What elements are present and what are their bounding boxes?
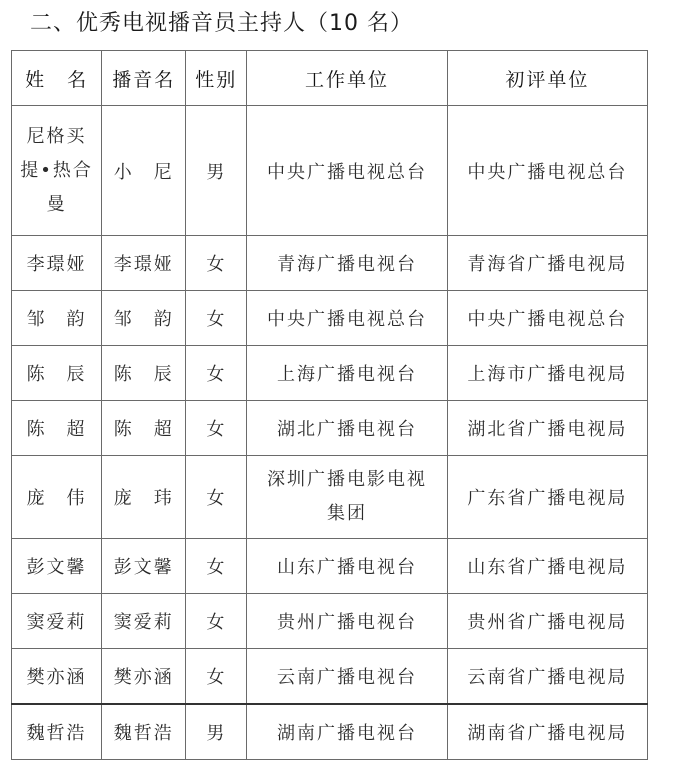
cell-name: 陈 辰: [12, 346, 102, 401]
cell-review-unit: 湖南省广播电视局: [447, 704, 647, 760]
cell-name: 李璟娅: [12, 236, 102, 291]
cell-gender: 女: [186, 346, 247, 401]
cell-stage-name: 樊亦涵: [102, 649, 186, 705]
table-row: [12, 539, 648, 594]
cell-work-unit: 中央广播电视总台: [247, 291, 447, 346]
table-row: [12, 401, 648, 456]
cell-stage-name: 彭文馨: [102, 539, 186, 594]
cell-gender: 女: [186, 236, 247, 291]
table-row: [12, 704, 648, 760]
cell-gender: 女: [186, 456, 247, 539]
cell-review-unit: 云南省广播电视局: [447, 649, 647, 705]
table-row: [12, 106, 648, 236]
table-row: [12, 649, 648, 705]
cell-name: 魏哲浩: [12, 704, 102, 760]
cell-review-unit: 广东省广播电视局: [447, 456, 647, 539]
header-review-unit: 初评单位: [447, 51, 647, 106]
cell-review-unit: 青海省广播电视局: [447, 236, 647, 291]
cell-name: 庞 伟: [12, 456, 102, 539]
cell-name: 邹 韵: [12, 291, 102, 346]
table-row: [12, 346, 648, 401]
cell-stage-name: 邹 韵: [102, 291, 186, 346]
cell-review-unit: 湖北省广播电视局: [447, 401, 647, 456]
cell-work-unit: 中央广播电视总台: [247, 106, 447, 236]
cell-gender: 女: [186, 401, 247, 456]
cell-name: 彭文馨: [12, 539, 102, 594]
cell-work-unit: 山东广播电视台: [247, 539, 447, 594]
cell-stage-name: 魏哲浩: [102, 704, 186, 760]
header-work-unit: 工作单位: [247, 51, 447, 106]
cell-gender: 女: [186, 291, 247, 346]
cell-work-unit: 深圳广播电影电视 集团: [247, 456, 447, 539]
host-list-table: [11, 50, 648, 760]
header-gender: 性别: [186, 51, 247, 106]
cell-name: 窦爱莉: [12, 594, 102, 649]
table-row: [12, 236, 648, 291]
cell-review-unit: 山东省广播电视局: [447, 539, 647, 594]
cell-review-unit: 贵州省广播电视局: [447, 594, 647, 649]
cell-gender: 女: [186, 649, 247, 705]
cell-work-unit: 湖北广播电视台: [247, 401, 447, 456]
cell-review-unit: 中央广播电视总台: [447, 291, 647, 346]
cell-stage-name: 窦爱莉: [102, 594, 186, 649]
cell-stage-name: 李璟娅: [102, 236, 186, 291]
cell-stage-name: 庞 玮: [102, 456, 186, 539]
section-title: 二、优秀电视播音员主持人（10 名）: [30, 11, 413, 36]
cell-name: 陈 超: [12, 401, 102, 456]
table-row: [12, 291, 648, 346]
table-row: [12, 456, 648, 539]
header-stage-name: 播音名: [102, 51, 186, 106]
cell-gender: 女: [186, 539, 247, 594]
cell-work-unit: 上海广播电视台: [247, 346, 447, 401]
cell-review-unit: 上海市广播电视局: [447, 346, 647, 401]
cell-work-unit: 湖南广播电视台: [247, 704, 447, 760]
cell-name: 樊亦涵: [12, 649, 102, 705]
cell-work-unit: 贵州广播电视台: [247, 594, 447, 649]
cell-gender: 男: [186, 704, 247, 760]
cell-stage-name: 陈 辰: [102, 346, 186, 401]
cell-gender: 男: [186, 106, 247, 236]
cell-review-unit: 中央广播电视总台: [447, 106, 647, 236]
cell-stage-name: 小 尼: [102, 106, 186, 236]
cell-work-unit: 青海广播电视台: [247, 236, 447, 291]
cell-gender: 女: [186, 594, 247, 649]
cell-stage-name: 陈 超: [102, 401, 186, 456]
cell-name: 尼格买 提•热合 曼: [12, 106, 102, 236]
table-row: [12, 594, 648, 649]
table-header-row: [12, 51, 648, 106]
header-name: 姓 名: [12, 51, 102, 106]
cell-work-unit: 云南广播电视台: [247, 649, 447, 705]
